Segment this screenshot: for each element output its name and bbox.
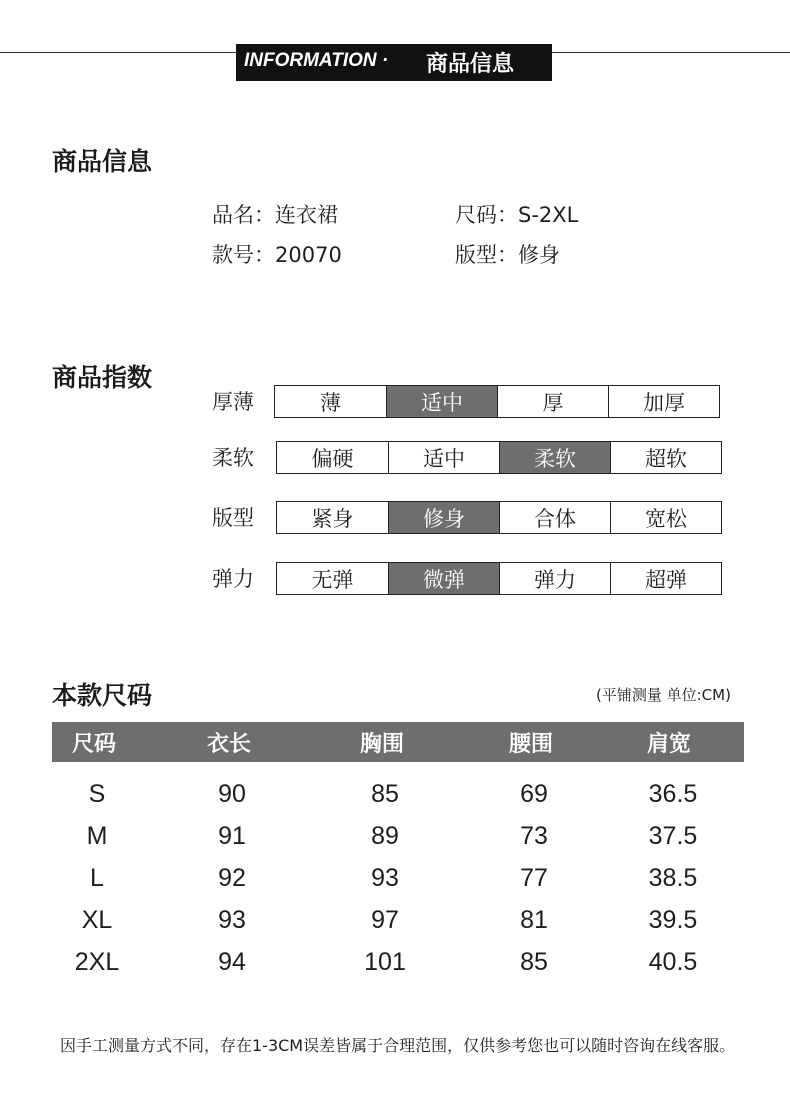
index-option: 合体 [499, 502, 610, 533]
measurement-footnote: 因手工测量方式不同，存在1-3CM误差皆属于合理范围，仅供参考您也可以随时咨询在线客服。 [60, 1036, 736, 1055]
index-option-row [274, 385, 720, 418]
measurement-cell: 85 [371, 780, 399, 808]
banner-chinese-title: 商品信息 [426, 52, 515, 77]
index-option: 紧身 [311, 506, 354, 531]
index-option-row [276, 562, 722, 595]
index-option: 厚 [497, 386, 608, 417]
measurement-cell: 85 [520, 948, 548, 976]
measurement-cell: 101 [364, 948, 406, 976]
measurement-cell: 36.5 [648, 780, 698, 808]
size-table-header [52, 722, 744, 762]
column-header: 肩宽 [647, 732, 692, 757]
index-option-row [276, 441, 722, 474]
index-option: 弹力 [499, 563, 610, 594]
banner-english-title: INFORMATION · [244, 50, 389, 71]
index-option: 加厚 [608, 386, 719, 417]
measurement-cell: 93 [218, 906, 246, 934]
index-option-selected: 柔软 [499, 442, 610, 473]
banner [236, 44, 552, 81]
index-option: 偏硬 [311, 446, 354, 471]
product-name: 品名：连衣裙 [212, 203, 338, 227]
index-option: 无弹 [311, 567, 354, 592]
product-index-title: 商品指数 [52, 363, 153, 392]
column-header: 胸围 [360, 732, 405, 757]
measurement-cell: 77 [520, 864, 548, 892]
index-option: 宽松 [610, 502, 721, 533]
index-label: 版型 [212, 506, 254, 530]
size-label-cell: M [86, 822, 108, 850]
index-label: 柔软 [212, 446, 254, 470]
size-table-title: 本款尺码 [52, 681, 153, 710]
column-header: 尺码 [72, 732, 117, 757]
column-header: 腰围 [509, 732, 554, 757]
product-size-range: 尺码：S-2XL [455, 203, 579, 227]
product-fit: 版型：修身 [455, 243, 560, 267]
size-label-cell: L [90, 864, 104, 892]
index-option-selected: 修身 [388, 502, 499, 533]
measurement-cell: 91 [218, 822, 246, 850]
index-option-selected: 适中 [386, 386, 497, 417]
index-option: 超弹 [610, 563, 721, 594]
index-label: 弹力 [212, 567, 254, 591]
product-style-number: 款号：20070 [212, 243, 342, 267]
index-option: 超软 [610, 442, 721, 473]
measurement-cell: 39.5 [648, 906, 698, 934]
size-label-cell: 2XL [74, 948, 120, 976]
size-label-cell: S [88, 780, 106, 808]
index-option: 适中 [388, 442, 499, 473]
index-option-row [276, 501, 722, 534]
column-header: 衣长 [207, 732, 252, 757]
measurement-cell: 37.5 [648, 822, 698, 850]
product-info-title: 商品信息 [52, 147, 153, 176]
measurement-cell: 92 [218, 864, 246, 892]
index-label: 厚薄 [212, 390, 254, 414]
measurement-cell: 93 [371, 864, 399, 892]
measurement-cell: 94 [218, 948, 246, 976]
measurement-cell: 38.5 [648, 864, 698, 892]
unit-note: (平铺测量 单位:CM) [596, 686, 731, 704]
index-option: 薄 [320, 390, 341, 415]
measurement-cell: 40.5 [648, 948, 698, 976]
measurement-cell: 69 [520, 780, 548, 808]
size-label-cell: XL [81, 906, 113, 934]
measurement-cell: 73 [520, 822, 548, 850]
measurement-cell: 97 [371, 906, 399, 934]
measurement-cell: 81 [520, 906, 548, 934]
measurement-cell: 90 [218, 780, 246, 808]
measurement-cell: 89 [371, 822, 399, 850]
index-option-selected: 微弹 [388, 563, 499, 594]
